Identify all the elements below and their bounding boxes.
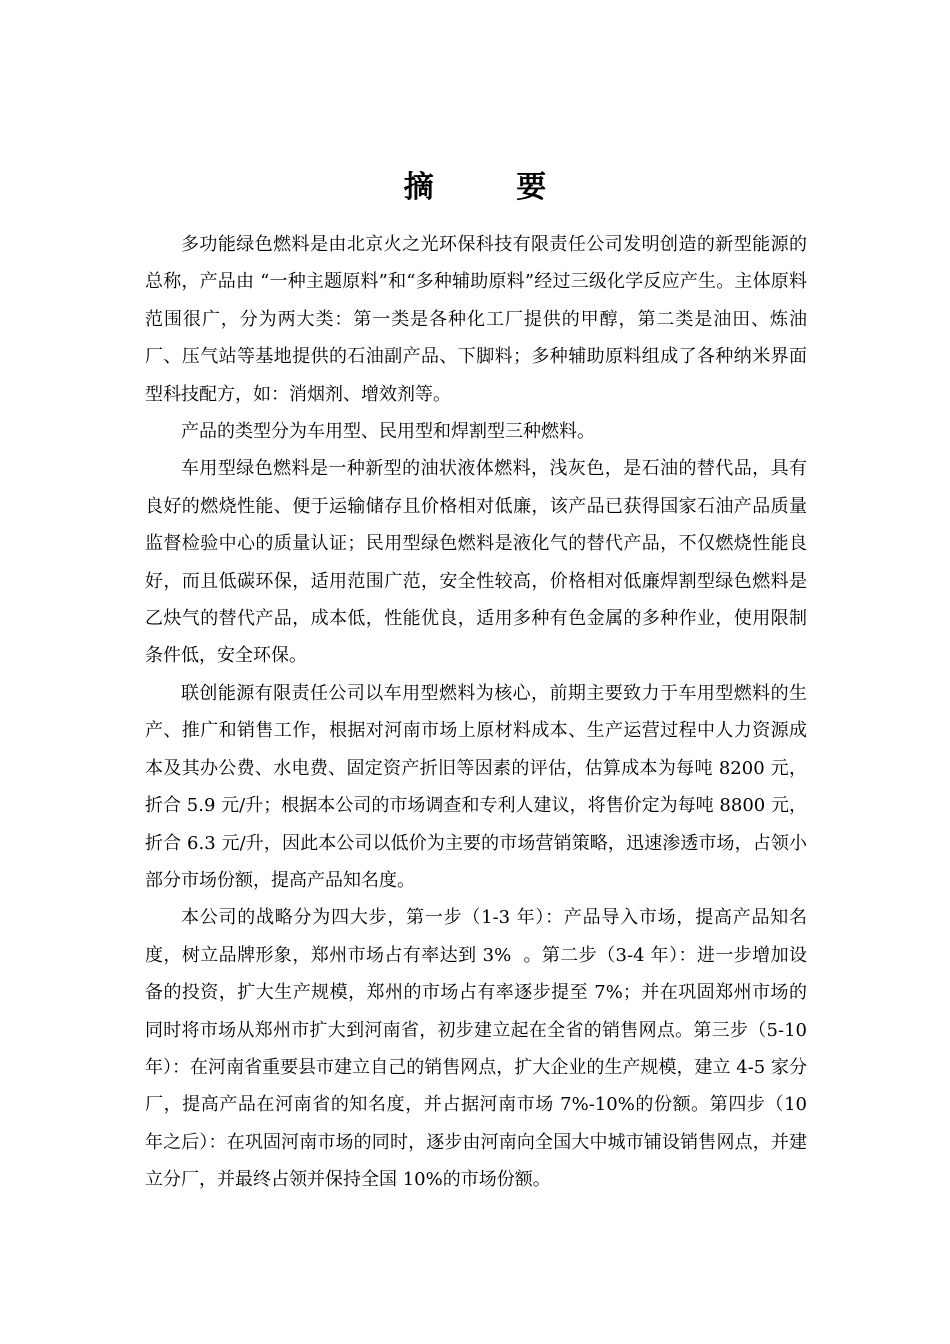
paragraph-product-descriptions: 车用型绿色燃料是一种新型的油状液体燃料，浅灰色，是石油的替代品，具有良好的燃烧性能、便于运输储存且价格相对低廉，该产品已获得国家石油产品质量监督检验中心的质量认证；民用型绿色燃料是液化气的替代产品，不仅燃烧性能良好，而且低碳环保，适用范围广范，安全性较高，价格相对低廉焊割型绿色燃料是乙炔气的替代产品，成本低，性能优良，适用多种有色金属的多种作业，使用限制条件低，安全环保。	[145, 458, 807, 667]
paragraph-overview: 多功能绿色燃料是由北京火之光环保科技有限责任公司发明创造的新型能源的总称，产品由 “一种主题原料”和“多种辅助原料”经过三级化学反应产生。主体原料范围很广，分为两大类：第一类是各种化工厂提供的甲醇，第二类是油田、炼油厂、压气站等基地提供的石油副产品、下脚料；多种辅助原料组成了各种纳米界面型科技配方，如：消烟剂、增效剂等。	[145, 234, 807, 405]
paragraph-pricing: 联创能源有限责任公司以车用型燃料为核心，前期主要致力于车用型燃料的生产、推广和销售工作，根据对河南市场上原材料成本、生产运营过程中人力资源成本及其办公费、水电费、固定资产折旧等因素的评估，估算成本为每吨 8200 元，折合 5.9 元/升；根据本公司的市场调查和专利人建议，将售价定为每吨 8800 元，折合 6.3 元/升，因此本公司以低价为主要的市场营销策略，迅速渗透市场，占领小部分市场份额，提高产品知名度。	[145, 682, 807, 891]
page-title: 摘 要	[403, 170, 583, 205]
abstract-body	[145, 226, 813, 1199]
paragraph-strategy: 本公司的战略分为四大步，第一步（1-3 年）：产品导入市场，提高产品知名度，树立品牌形象，郑州市场占有率达到 3% 。第二步（3-4 年）：进一步增加设备的投资，扩大生产规模，郑州的市场占有率逐步提至 7%；并在巩固郑州市场的同时将市场从郑州市扩大到河南省，初步建立起在全省的销售网点。第三步（5-10 年）：在河南省重要县市建立自己的销售网点，扩大企业的生产规模，建立 4-5 家分厂，提高产品在河南省的知名度，并占据河南市场 7%-10%的份额。第四步（10 年之后）：在巩固河南市场的同时，逐步由河南向全国大中城市铺设销售网点，并建立分厂，并最终占领并保持全国 10%的市场份额。	[145, 907, 813, 1191]
paragraph-product-types: 产品的类型分为车用型、民用型和焊割型三种燃料。	[181, 421, 595, 443]
